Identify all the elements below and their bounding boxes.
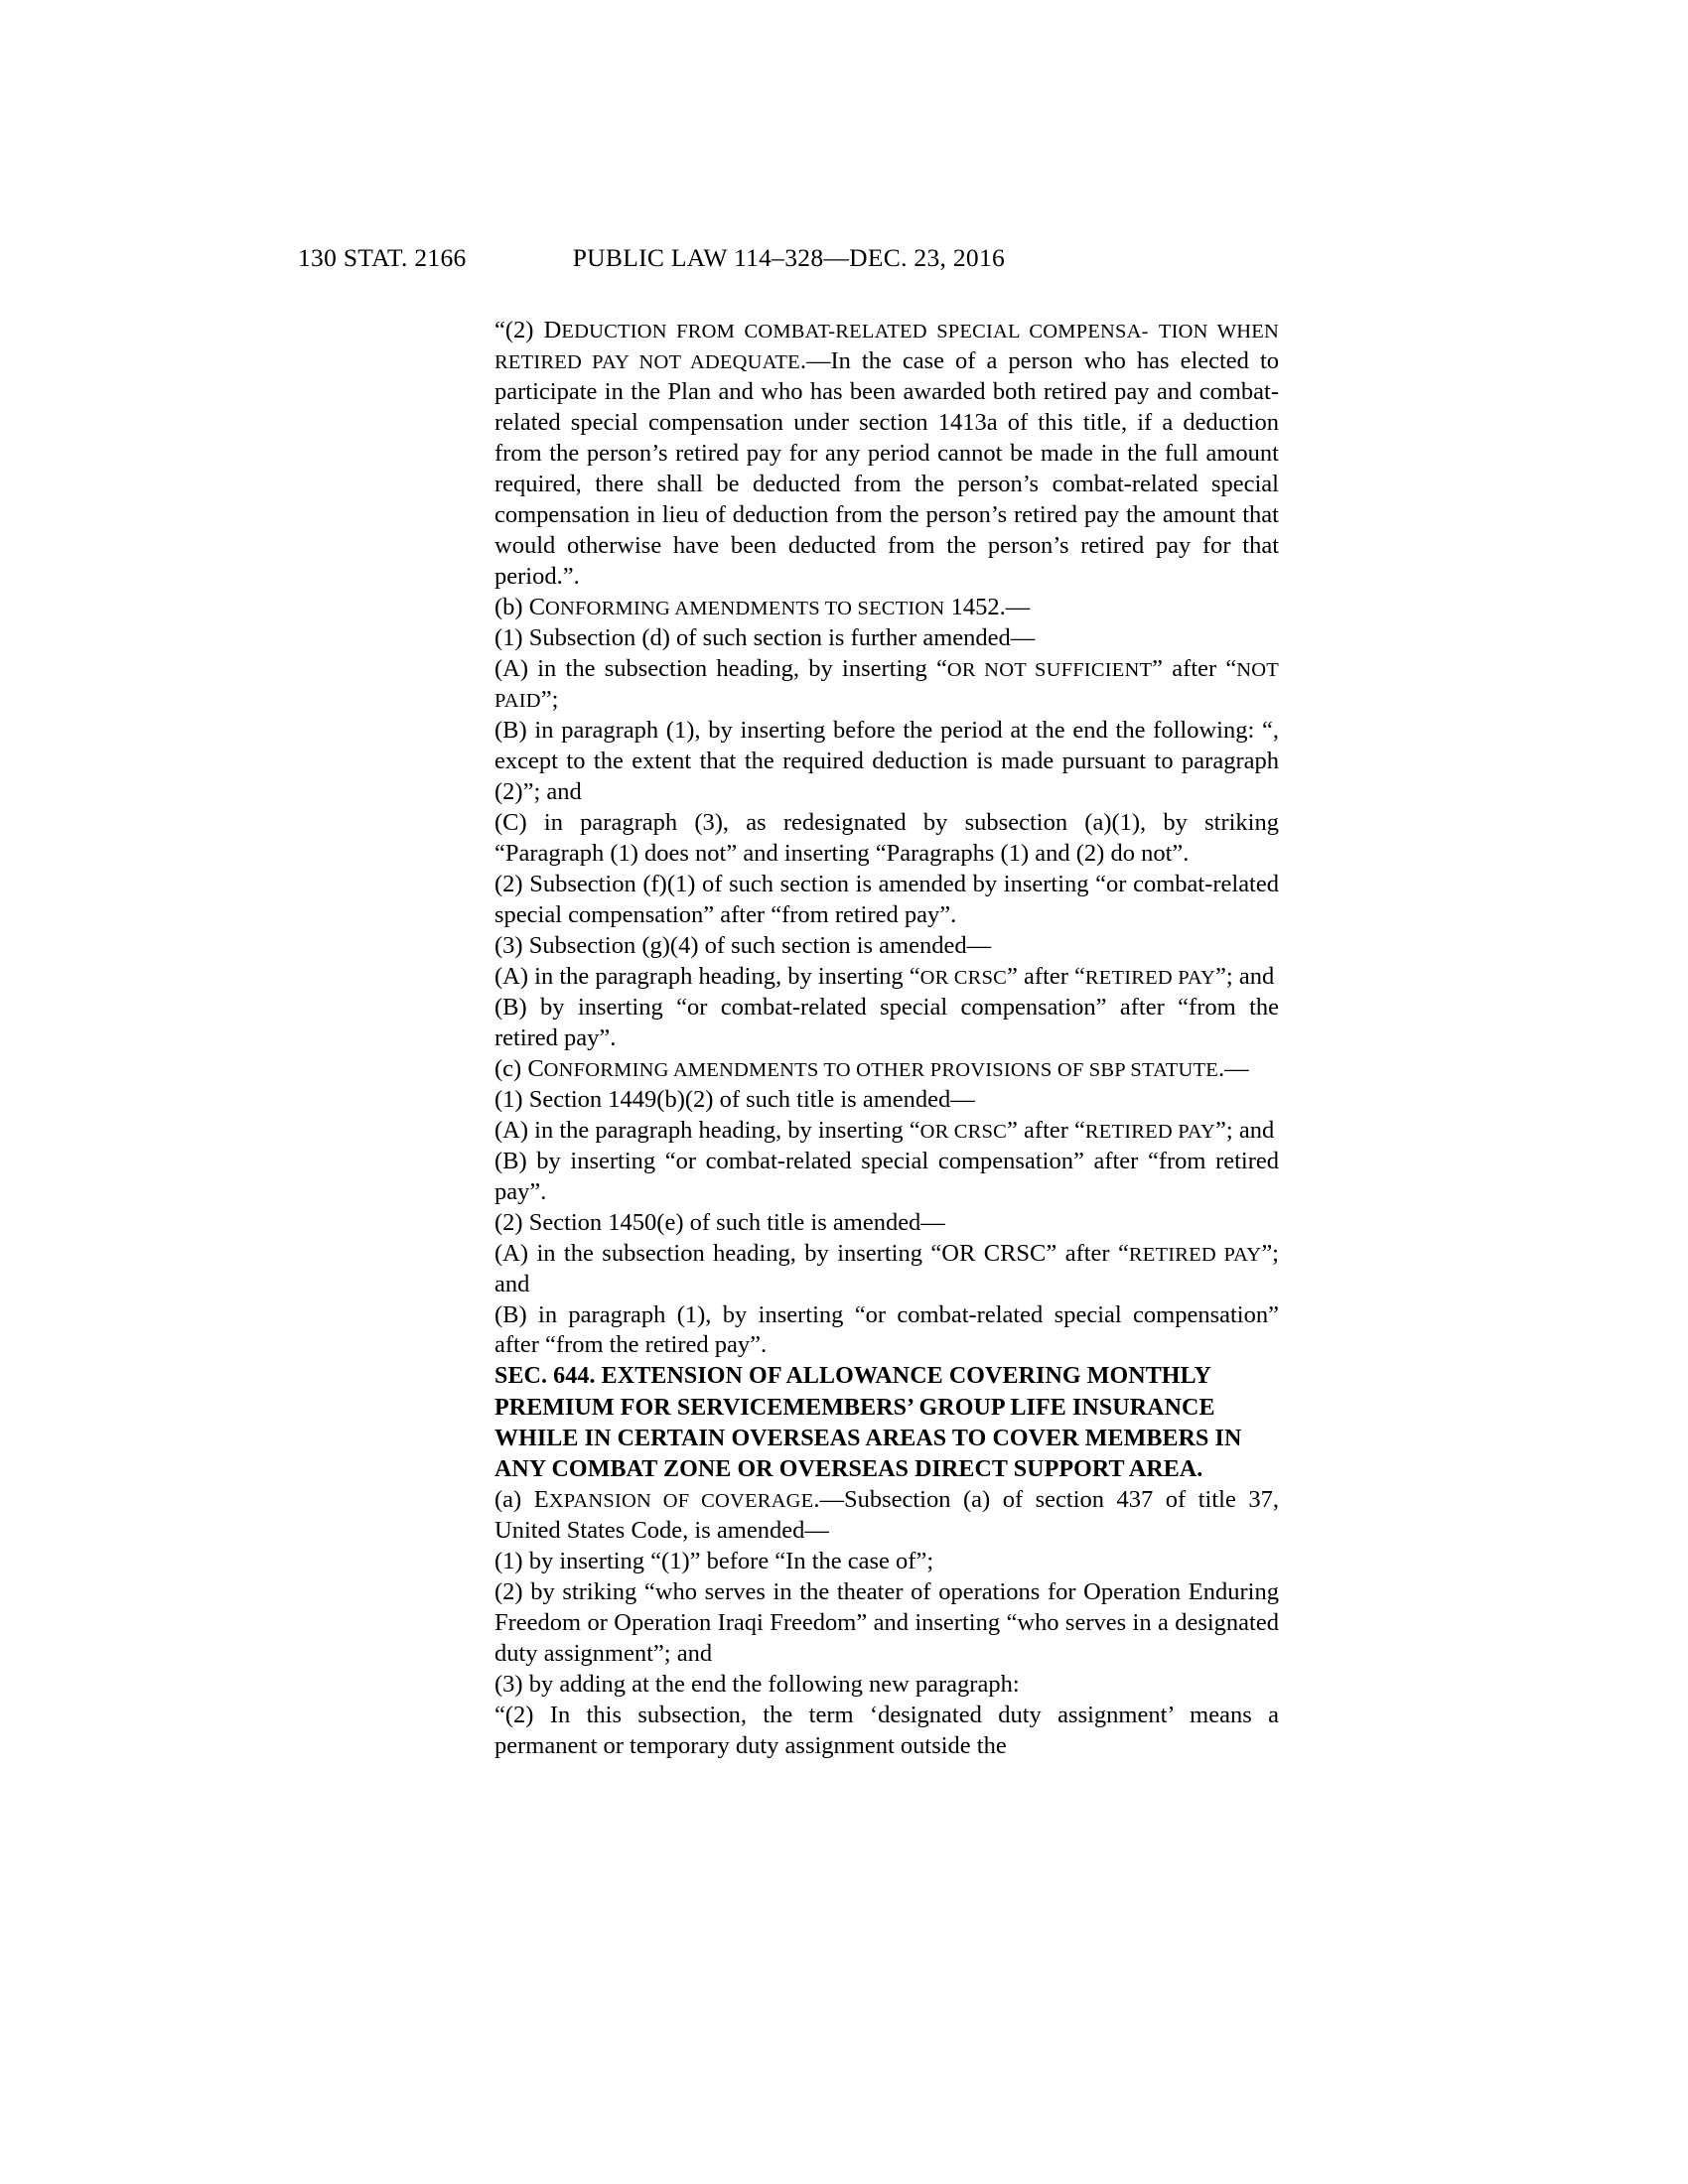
- quoted-paragraph-2: “(2) In this subsection, the term ‘designated duty assignment’ means a permanent or temporary duty assignment outside the: [494, 1702, 1279, 1760]
- item-c-2-A: (A) in the subsection heading, by inserting “OR CRSC” after “RETIRED PAY”; and: [494, 1239, 1279, 1297]
- document-body: [494, 316, 1279, 1762]
- public-law-citation: PUBLIC LAW 114–328—DEC. 23, 2016: [572, 243, 1006, 272]
- item-a-3: (3) by adding at the end the following new paragraph:: [494, 1671, 1020, 1699]
- item-c-2-B: (B) in paragraph (1), by inserting “or combat-related special compensation” after “from the retired pay”.: [494, 1300, 1279, 1359]
- item-b-1-A: (A) in the subsection heading, by inserting “OR NOT SUFFICIENT” after “NOT PAID”;: [494, 654, 1279, 713]
- item-b-1-B: (B) in paragraph (1), by inserting before the period at the end the following: “, except to the extent that the required deduction is made pursuant to paragraph (2)”; and: [494, 716, 1279, 805]
- paragraph-2-deduction: “(2) DEDUCTION FROM COMBAT-RELATED SPECIAL COMPENSA- TION WHEN RETIRED PAY NOT ADEQUATE.—In the case of a person who has elected to participate in the Plan and who has been awarded both retired pay and combat-related special compensation under section 1413a of this title, if a deduction from the person’s retired pay for any period cannot be made in the full amount required, there shall be deducted from the person’s combat-related special compensation in lieu of deduction from the person’s retired pay the amount that would otherwise have been deducted from the person’s retired pay for that period.”.: [494, 317, 1280, 590]
- item-b-1: (1) Subsection (d) of such section is further amended—: [494, 623, 1036, 651]
- page-header: [298, 243, 1390, 273]
- item-b-3-A: (A) in the paragraph heading, by inserting “OR CRSC” after “RETIRED PAY”; and: [494, 962, 1275, 990]
- item-a-1: (1) by inserting “(1)” before “In the case of”;: [494, 1548, 934, 1575]
- item-b-1-C: (C) in paragraph (3), as redesignated by subsection (a)(1), by striking “Paragraph (1) does not” and inserting “Paragraphs (1) and (2) do not”.: [494, 808, 1279, 867]
- item-c-1-A: (A) in the paragraph heading, by inserting “OR CRSC” after “RETIRED PAY”; and: [494, 1116, 1275, 1144]
- stat-page-number: 130 STAT. 2166: [298, 243, 467, 272]
- item-c-1: (1) Section 1449(b)(2) of such title is amended—: [494, 1085, 975, 1113]
- subsection-a-expansion: (a) EXPANSION OF COVERAGE.—Subsection (a) of section 437 of title 37, United States Code, is amended—: [494, 1486, 1279, 1545]
- item-a-2: (2) by striking “who serves in the theater of operations for Operation Enduring Freedom or Operation Iraqi Freedom” and inserting “who serves in a designated duty assignment”; and: [494, 1578, 1279, 1668]
- section-644-heading: SEC. 644. EXTENSION OF ALLOWANCE COVERING MONTHLY PREMIUM FOR SERVICEMEMBERS’ GROUP LIFE INSURANCE WHILE IN CERTAIN OVERSEAS AREAS TO COVER MEMBERS IN ANY COMBAT ZONE OR OVERSEAS DIRECT SUPPORT AREA.: [494, 1363, 1242, 1483]
- item-c-1-B: (B) by inserting “or combat-related special compensation” after “from retired pay”.: [494, 1147, 1279, 1205]
- item-b-2: (2) Subsection (f)(1) of such section is amended by inserting “or combat-related special compensation” after “from retired pay”.: [494, 870, 1279, 928]
- item-b-3: (3) Subsection (g)(4) of such section is amended—: [494, 931, 992, 959]
- item-b-3-B: (B) by inserting “or combat-related special compensation” after “from the retired pay”.: [494, 993, 1279, 1051]
- item-c-2: (2) Section 1450(e) of such title is amended—: [494, 1208, 945, 1236]
- subsection-c-heading: (c) CONFORMING AMENDMENTS TO OTHER PROVISIONS OF SBP STATUTE.—: [494, 1054, 1249, 1082]
- subsection-b-heading: (b) CONFORMING AMENDMENTS TO SECTION 1452.—: [494, 593, 1031, 620]
